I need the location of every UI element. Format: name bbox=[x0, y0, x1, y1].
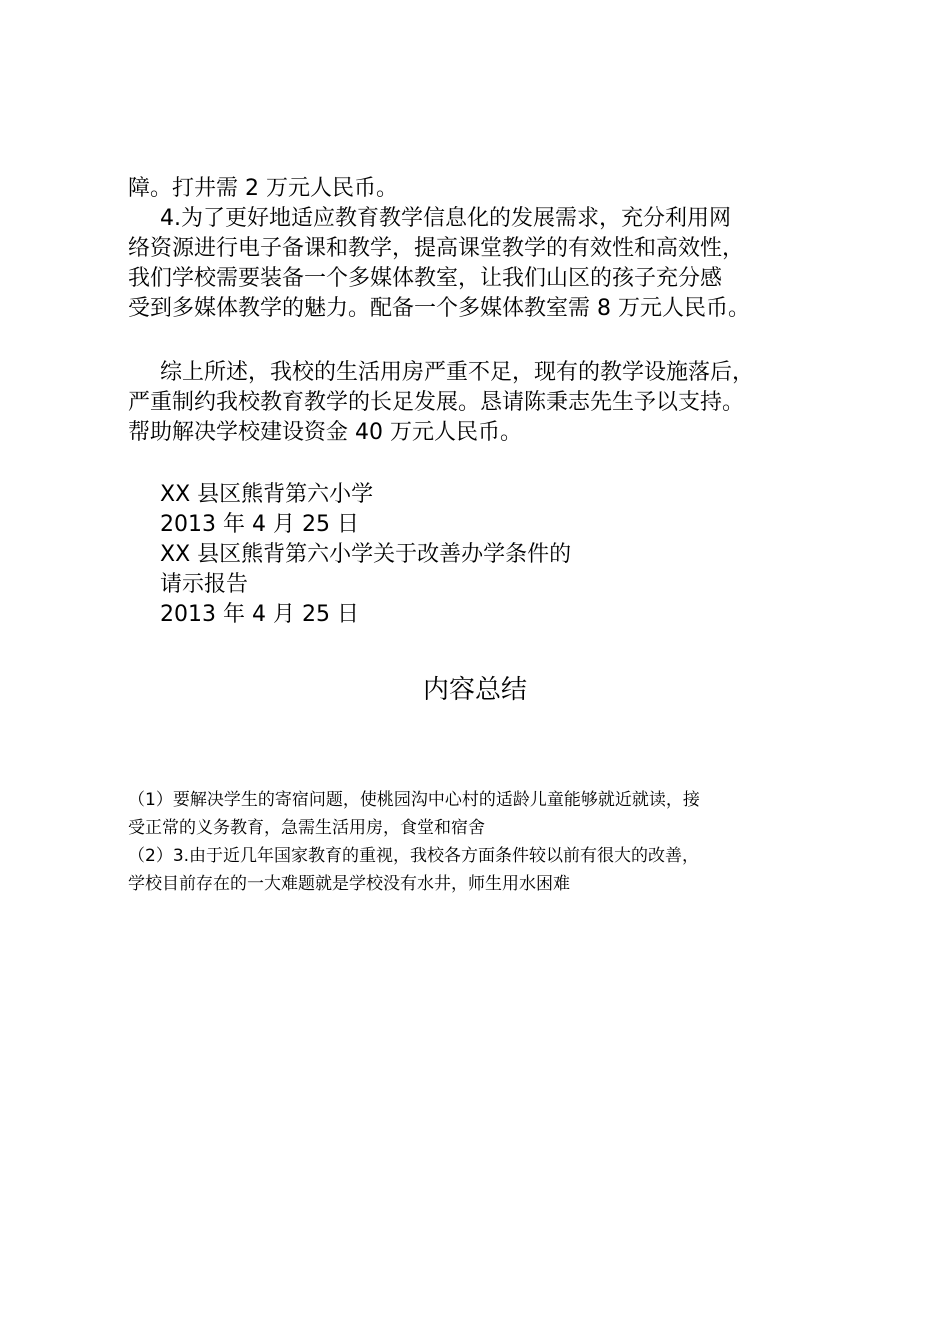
paragraph-line: 障。打井需 2 万元人民币。 bbox=[128, 176, 398, 201]
paragraph-conclusion bbox=[128, 358, 858, 448]
paragraph-line: 我们学校需要装备一个多媒体教室，让我们山区的孩子充分感 bbox=[128, 266, 723, 291]
paragraph-facilities bbox=[128, 174, 858, 324]
signature-date: 2013 年 4 月 25 日 bbox=[160, 512, 359, 537]
summary-line: 学校目前存在的一大难题就是学校没有水井，师生用水困难 bbox=[128, 874, 570, 894]
paragraph-line: 帮助解决学校建设资金 40 万元人民币。 bbox=[128, 420, 522, 445]
summary-line: （1）要解决学生的寄宿问题，使桃园沟中心村的适龄儿童能够就近就读，接 bbox=[128, 790, 700, 810]
paragraph-line: 综上所述，我校的生活用房严重不足，现有的教学设施落后， bbox=[160, 360, 755, 385]
summary-line: （2）3.由于近几年国家教育的重视，我校各方面条件较以前有很大的改善， bbox=[128, 846, 700, 866]
signature-block bbox=[128, 480, 858, 630]
paragraph-line: 4.为了更好地适应教育教学信息化的发展需求，充分利用网 bbox=[160, 206, 731, 231]
summary-line: 受正常的义务教育，急需生活用房，食堂和宿舍 bbox=[128, 818, 485, 838]
paragraph-line: 严重制约我校教育教学的长足发展。恳请陈秉志先生予以支持。 bbox=[128, 390, 745, 415]
paragraph-line: 络资源进行电子备课和教学，提高课堂教学的有效性和高效性， bbox=[128, 236, 745, 261]
summary-list bbox=[128, 786, 848, 898]
signature-school: XX 县区熊背第六小学 bbox=[160, 482, 374, 507]
report-title-line: 请示报告 bbox=[160, 572, 249, 597]
report-title-line: XX 县区熊背第六小学关于改善办学条件的 bbox=[160, 542, 572, 567]
summary-title: 内容总结 bbox=[422, 675, 527, 705]
report-date: 2013 年 4 月 25 日 bbox=[160, 602, 359, 627]
paragraph-line: 受到多媒体教学的魅力。配备一个多媒体教室需 8 万元人民币。 bbox=[128, 296, 750, 321]
